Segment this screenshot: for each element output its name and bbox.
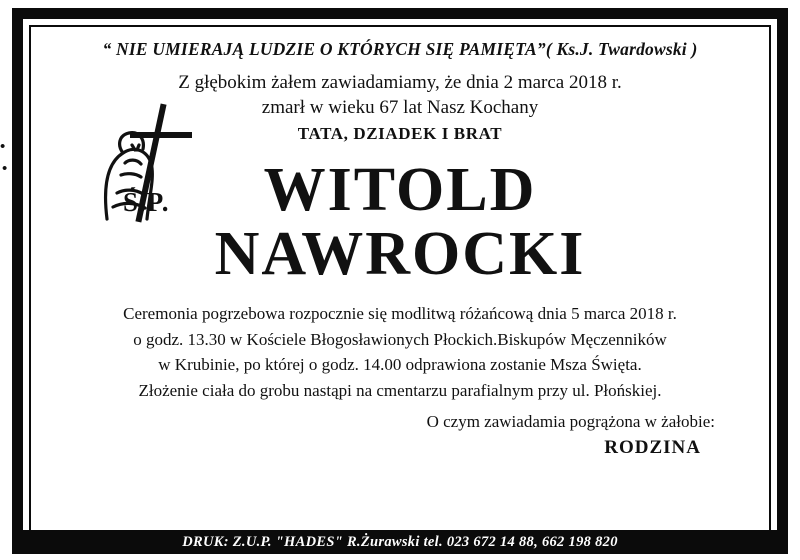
announcement-relation: TATA, DZIADEK I BRAT: [297, 124, 503, 144]
scan-edge-mark-bottom: •: [2, 161, 8, 177]
ceremony-details: [45, 301, 755, 403]
deceased-last-name: NAWROCKI: [214, 220, 586, 289]
deceased-first-name: WITOLD: [263, 155, 537, 224]
ceremony-line-4: Złożenie ciała do grobu nastąpi na cmentarzu parafialnym przy ul. Płońskiej.: [138, 380, 662, 400]
memorial-quote-author: ( Ks.J. Twardowski ): [545, 39, 698, 59]
ceremony-line-1: Ceremonia pogrzebowa rozpocznie się modlitwą różańcową dnia 5 marca 2018 r.: [123, 304, 677, 324]
inner-border-rule: [29, 25, 771, 537]
ceremony-line-2: o godz. 13.30 w Kościele Błogosławionych Płockich.Biskupów Męczenników: [133, 329, 667, 349]
signature-family: RODZINA: [604, 436, 701, 458]
scan-edge-mark-top: •: [0, 139, 6, 155]
sp-abbreviation: Ś.P.: [123, 187, 170, 217]
announcement-line-2: zmarł w wieku 67 lat Nasz Kochany: [261, 97, 539, 119]
closing-statement: O czym zawiadamia pogrążona w żałobie:: [426, 412, 715, 432]
announcement-line-1: Z głębokim żałem zawiadamiamy, że dnia 2 marca 2018 r.: [178, 72, 622, 93]
outer-border-frame: [12, 8, 788, 554]
memorial-quote: [45, 39, 755, 60]
ceremony-line-3: w Krubinie, po której o godz. 14.00 odprawiona zostanie Msza Święta.: [158, 355, 642, 375]
printer-credit-strip: DRUK: Z.U.P. "HADES" R.Żurawski tel. 023 672 14 88, 662 198 820: [12, 530, 788, 554]
memorial-quote-text: “ NIE UMIERAJĄ LUDZIE O KTÓRYCH SIĘ PAMIĘTA”: [102, 39, 546, 59]
